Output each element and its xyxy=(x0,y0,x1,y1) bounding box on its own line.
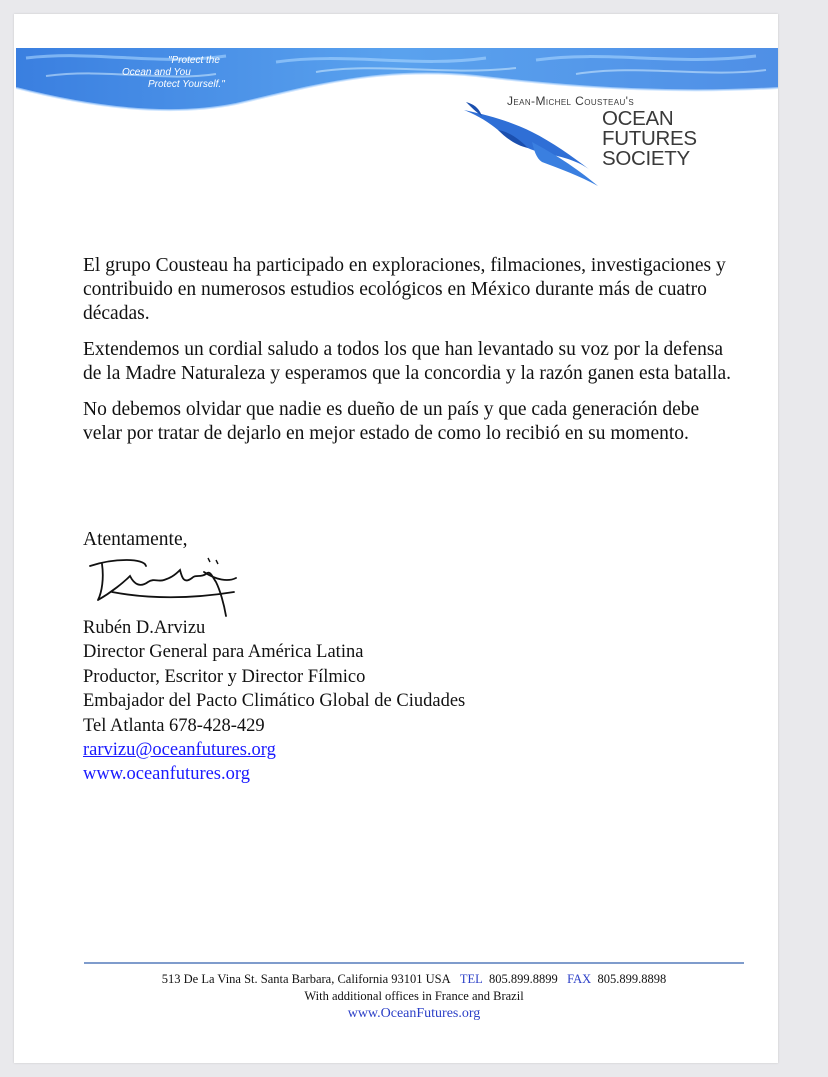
closing: Atentamente, xyxy=(83,529,188,550)
letter-page xyxy=(14,14,778,1063)
signer-contact-block xyxy=(83,616,465,787)
footer-address: 513 De La Vina St. Santa Barbara, California 93101 USA xyxy=(161,972,451,986)
footer-fax: 805.899.8898 xyxy=(597,972,667,986)
footer-tel-label: TEL xyxy=(459,972,483,986)
tagline-line-3: Protect Yourself." xyxy=(148,79,225,90)
signer-phone: Tel Atlanta 678-428-429 xyxy=(83,715,265,736)
tagline-line-2: Ocean and You xyxy=(122,67,191,78)
logo-name xyxy=(602,109,697,169)
handwritten-signature xyxy=(84,552,244,624)
signer-website-link[interactable]: www.oceanfutures.org xyxy=(83,764,250,785)
logo-name-line-2: FUTURES xyxy=(602,127,697,150)
paragraph: Extendemos un cordial saludo a todos los que han levantado su voz por la defensa de la Madre Naturaleza y esperamos que la concordia y la razón ganen esta batalla. xyxy=(83,339,732,384)
signer-name: Rubén D.Arvizu xyxy=(83,618,206,638)
paragraph: No debemos olvidar que nadie es dueño de un país y que cada generación debe velar por tratar de dejarlo en mejor estado de como lo recibió en su momento. xyxy=(83,399,700,444)
signer-title: Embajador del Pacto Climático Global de Ciudades xyxy=(83,691,466,712)
signer-title: Director General para América Latina xyxy=(83,642,364,663)
logo-name-line-3: SOCIETY xyxy=(602,147,690,170)
letter-body xyxy=(83,254,733,458)
footer-tel: 805.899.8899 xyxy=(489,972,558,986)
footer-offices: With additional offices in France and Brazil xyxy=(304,989,524,1003)
tagline xyxy=(122,55,282,91)
footer xyxy=(14,971,778,1022)
paragraph: El grupo Cousteau ha participado en exploraciones, filmaciones, investigaciones y contribuido en numerosos estudios ecológicos en México durante más de cuatro décadas. xyxy=(83,255,726,324)
logo-name-line-1: OCEAN xyxy=(602,107,674,130)
footer-divider xyxy=(84,962,744,964)
footer-website-link[interactable]: www.OceanFutures.org xyxy=(347,1006,481,1021)
logo-owner: Jean-Michel Cousteau's xyxy=(507,94,635,108)
footer-address-line xyxy=(14,971,778,988)
signer-email-link[interactable]: rarvizu@oceanfutures.org xyxy=(83,740,276,761)
signer-title: Productor, Escritor y Director Fílmico xyxy=(83,666,366,687)
footer-fax-label: FAX xyxy=(567,972,592,986)
tagline-line-1: "Protect the xyxy=(168,55,220,66)
organization-logo xyxy=(507,94,697,169)
